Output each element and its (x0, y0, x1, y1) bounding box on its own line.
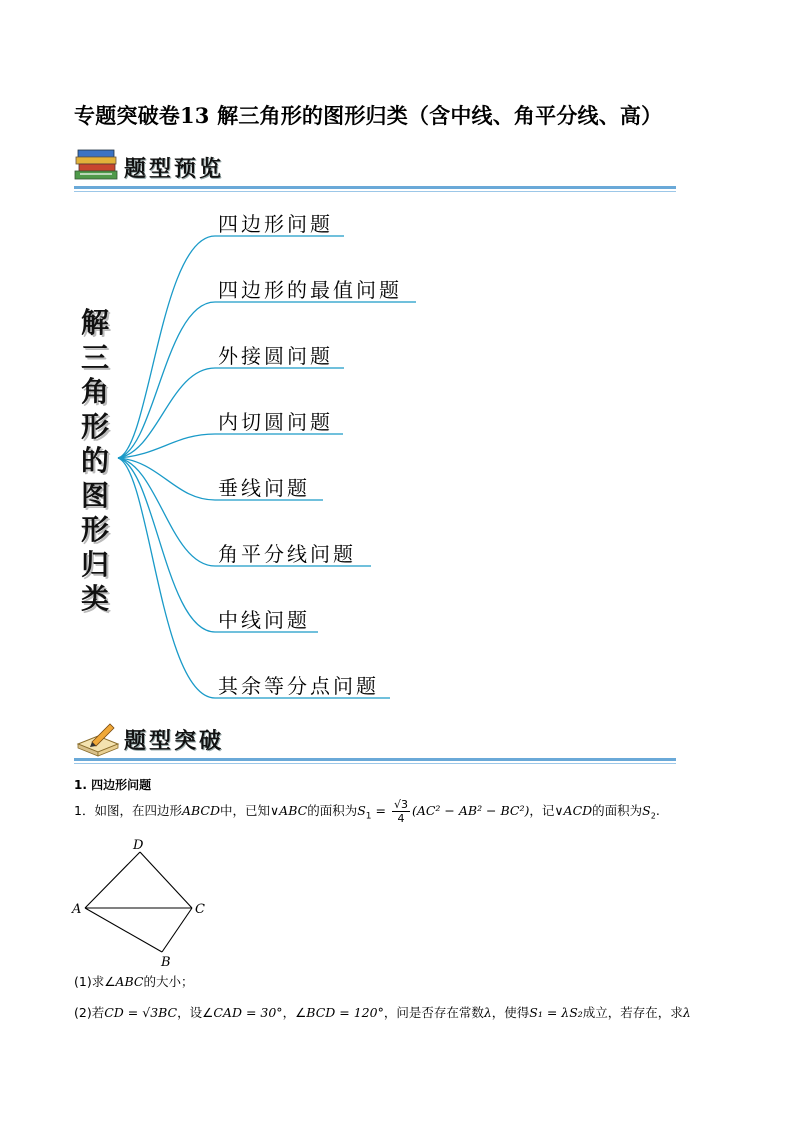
mindmap-branch-label: 内切圆问题 (218, 410, 333, 434)
q-text: 1．如图，在四边形 (74, 803, 182, 818)
q-s2: S (642, 803, 651, 818)
q-text: 的面积为 (592, 803, 643, 818)
label-C: C (195, 902, 205, 917)
q-text: 的面积为 (307, 803, 358, 818)
q-tri-acd: ∨ACD (554, 803, 593, 818)
q-text: 中，已知 (220, 803, 271, 818)
p1-text: (1)求∠ (74, 974, 116, 989)
p2-lambda-2: λ (682, 1005, 691, 1020)
section-label-breakthrough: 题型突破 (124, 729, 225, 754)
mindmap-branch-label: 四边形问题 (218, 212, 333, 236)
mindmap-branch-label: 角平分线问题 (218, 542, 356, 566)
q-s1: S (357, 803, 366, 818)
q-text: . (655, 803, 660, 818)
segment-DC (140, 852, 192, 908)
root-char: 的 (80, 444, 109, 477)
p2-cd: CD = √3BC (104, 1005, 178, 1020)
mindmap-branch-label: 中线问题 (218, 608, 310, 632)
root-char: 三 (80, 340, 109, 374)
root-char: 解 (80, 306, 109, 339)
p2-text: ，∠ (282, 1005, 307, 1020)
subsection-heading: 1. 四边形问题 (74, 778, 152, 792)
root-char: 归 (80, 547, 109, 581)
label-B: B (161, 955, 171, 970)
p2-text: ，使得 (491, 1005, 530, 1020)
p2-cad: CAD = 30° (213, 1005, 283, 1020)
page-title: 专题突破卷13 解三角形的图形归类（含中线、角平分线、高） (74, 103, 663, 128)
root-char: 图 (80, 478, 109, 512)
label-A: A (72, 902, 82, 917)
root-char: 类 (80, 582, 109, 615)
q-s1-sub: 1 (365, 811, 372, 822)
p2-text: ，问是否存在常数 (383, 1005, 484, 1020)
question-part-1 (74, 972, 193, 990)
segment-AD (85, 852, 140, 908)
mindmap-branch-label: 四边形的最值问题 (218, 278, 402, 302)
p2-text: (2)若 (74, 1005, 105, 1020)
frac-num: √3 (393, 798, 408, 811)
p2-s1eq: S₁ = λS₂ (529, 1005, 583, 1020)
q-s2-sub: 2 (650, 811, 656, 821)
q-eq: = (371, 803, 390, 818)
section-label-preview: 题型预览 (124, 157, 225, 182)
p2-text: 成立，若存在，求 (582, 1005, 683, 1020)
question-part-2 (74, 1003, 691, 1021)
q-text: ，记 (529, 803, 555, 818)
segment-BC (162, 908, 192, 952)
frac-den: 4 (397, 812, 405, 825)
segment-AB (85, 908, 162, 952)
p2-lambda: λ (483, 1005, 492, 1020)
mindmap-branch-label: 外接圆问题 (218, 344, 333, 368)
p1-abc: ABC (115, 974, 144, 989)
p2-text: ，设∠ (177, 1005, 214, 1020)
p1-text: 的大小； (143, 974, 194, 989)
q-abcd: ABCD (181, 803, 220, 818)
mindmap-branch-label: 其余等分点问题 (218, 674, 379, 698)
root-char: 形 (80, 513, 109, 546)
root-char: 角 (80, 375, 109, 408)
mindmap-branch-label: 垂线问题 (218, 476, 310, 500)
label-D: D (133, 838, 144, 853)
q-paren-expr: (AC² − AB² − BC²) (411, 803, 530, 818)
q-tri-abc: ∨ABC (270, 803, 308, 818)
root-char: 形 (80, 409, 109, 443)
p2-bcd: BCD = 120° (306, 1005, 384, 1020)
